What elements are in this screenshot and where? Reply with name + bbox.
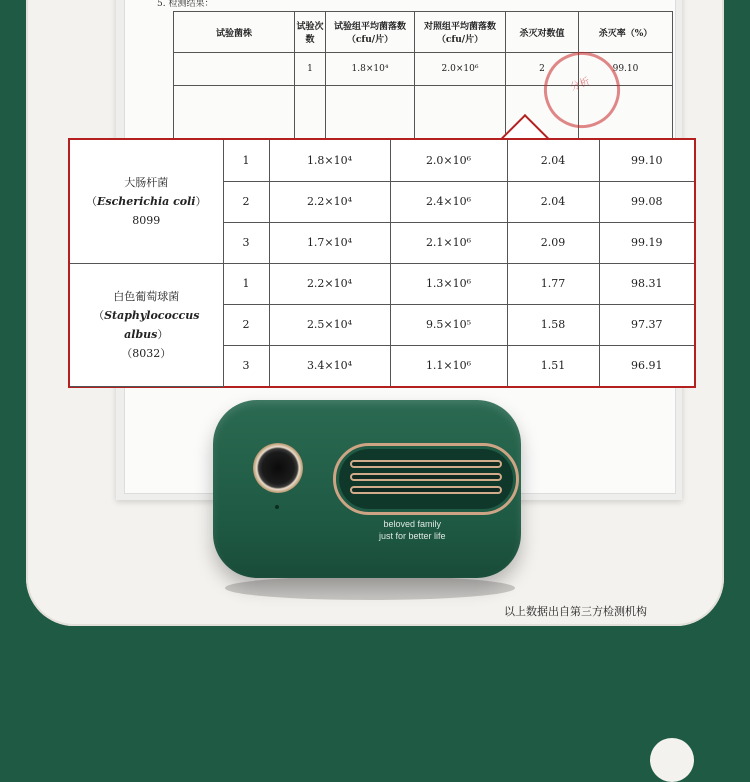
test-count-cell: 2.2×10⁴ xyxy=(269,263,390,304)
strain-name: 大肠杆菌 xyxy=(124,175,169,189)
vent-slot xyxy=(350,473,502,481)
test-count-cell: 2.2×10⁴ xyxy=(269,181,390,222)
report-cell: 1.8×10⁴ xyxy=(326,53,415,86)
kill-rate-cell: 99.08 xyxy=(599,181,694,222)
trial-cell: 1 xyxy=(223,140,269,181)
sterilizer-device xyxy=(213,400,521,578)
header-cell: 对照组平均菌落数（cfu/片） xyxy=(415,12,506,53)
test-count-cell: 2.5×10⁴ xyxy=(269,304,390,345)
device-shadow xyxy=(225,576,515,600)
report-meta-line: 5. 检测结果： xyxy=(157,0,214,9)
vent-slot xyxy=(350,486,502,494)
trial-cell: 2 xyxy=(223,304,269,345)
brand-slogan xyxy=(379,518,446,542)
trial-cell: 2 xyxy=(223,181,269,222)
vent-slot xyxy=(350,460,502,468)
report-cell: 1 xyxy=(295,53,326,86)
results-table xyxy=(70,140,694,387)
strain-code: 8032 xyxy=(132,346,161,360)
header-cell: 试验次数 xyxy=(295,12,326,53)
trial-cell: 3 xyxy=(223,222,269,263)
header-cell: 试验菌株 xyxy=(174,12,295,53)
red-seal-stamp: 分析 xyxy=(533,41,630,138)
log-reduction-cell: 2.09 xyxy=(507,222,599,263)
trial-cell: 1 xyxy=(223,263,269,304)
decorative-circle xyxy=(650,738,694,782)
table-row xyxy=(70,140,694,181)
table-row xyxy=(70,263,694,304)
control-count-cell: 2.4×10⁶ xyxy=(390,181,507,222)
strain-code: 8099 xyxy=(132,213,161,227)
header-cell: 试验组平均菌落数（cfu/片） xyxy=(326,12,415,53)
report-cell: 2.0×10⁶ xyxy=(415,53,506,86)
strain-latin-name: Staphylococcus albus xyxy=(104,308,200,341)
header-cell: 杀灭对数值 xyxy=(506,12,579,53)
control-count-cell: 2.1×10⁶ xyxy=(390,222,507,263)
control-count-cell: 2.0×10⁶ xyxy=(390,140,507,181)
power-knob-icon xyxy=(253,443,303,493)
strain-cell: 大肠杆菌 （Escherichia coli） 8099 xyxy=(70,140,223,263)
kill-rate-cell: 99.10 xyxy=(599,140,694,181)
strain-latin-name: Escherichia coli xyxy=(97,194,196,208)
report-cell: 99.10 xyxy=(579,53,673,86)
log-reduction-cell: 1.58 xyxy=(507,304,599,345)
vent-grille xyxy=(333,443,519,515)
log-reduction-cell: 1.77 xyxy=(507,263,599,304)
results-callout xyxy=(68,138,696,388)
data-source-note: 以上数据出自第三方检测机构 xyxy=(504,605,647,618)
brand-line: just for better life xyxy=(379,531,446,541)
log-reduction-cell: 2.04 xyxy=(507,140,599,181)
kill-rate-cell: 96.91 xyxy=(599,345,694,386)
test-count-cell: 1.7×10⁴ xyxy=(269,222,390,263)
report-cell: 2 xyxy=(506,53,579,86)
log-reduction-cell: 2.04 xyxy=(507,181,599,222)
report-cell xyxy=(174,53,295,86)
control-count-cell: 9.5×10⁵ xyxy=(390,304,507,345)
test-count-cell: 3.4×10⁴ xyxy=(269,345,390,386)
log-reduction-cell: 1.51 xyxy=(507,345,599,386)
brand-line: beloved family xyxy=(383,519,442,529)
kill-rate-cell: 97.37 xyxy=(599,304,694,345)
report-table-header xyxy=(174,12,673,53)
strain-name: 白色葡萄球菌 xyxy=(113,289,180,303)
indicator-led xyxy=(275,505,279,509)
test-count-cell: 1.8×10⁴ xyxy=(269,140,390,181)
strain-cell: 白色葡萄球菌 （Staphylococcus albus） （8032） xyxy=(70,263,223,386)
trial-cell: 3 xyxy=(223,345,269,386)
control-count-cell: 1.3×10⁶ xyxy=(390,263,507,304)
kill-rate-cell: 99.19 xyxy=(599,222,694,263)
header-cell: 杀灭率（%） xyxy=(579,12,673,53)
control-count-cell: 1.1×10⁶ xyxy=(390,345,507,386)
kill-rate-cell: 98.31 xyxy=(599,263,694,304)
